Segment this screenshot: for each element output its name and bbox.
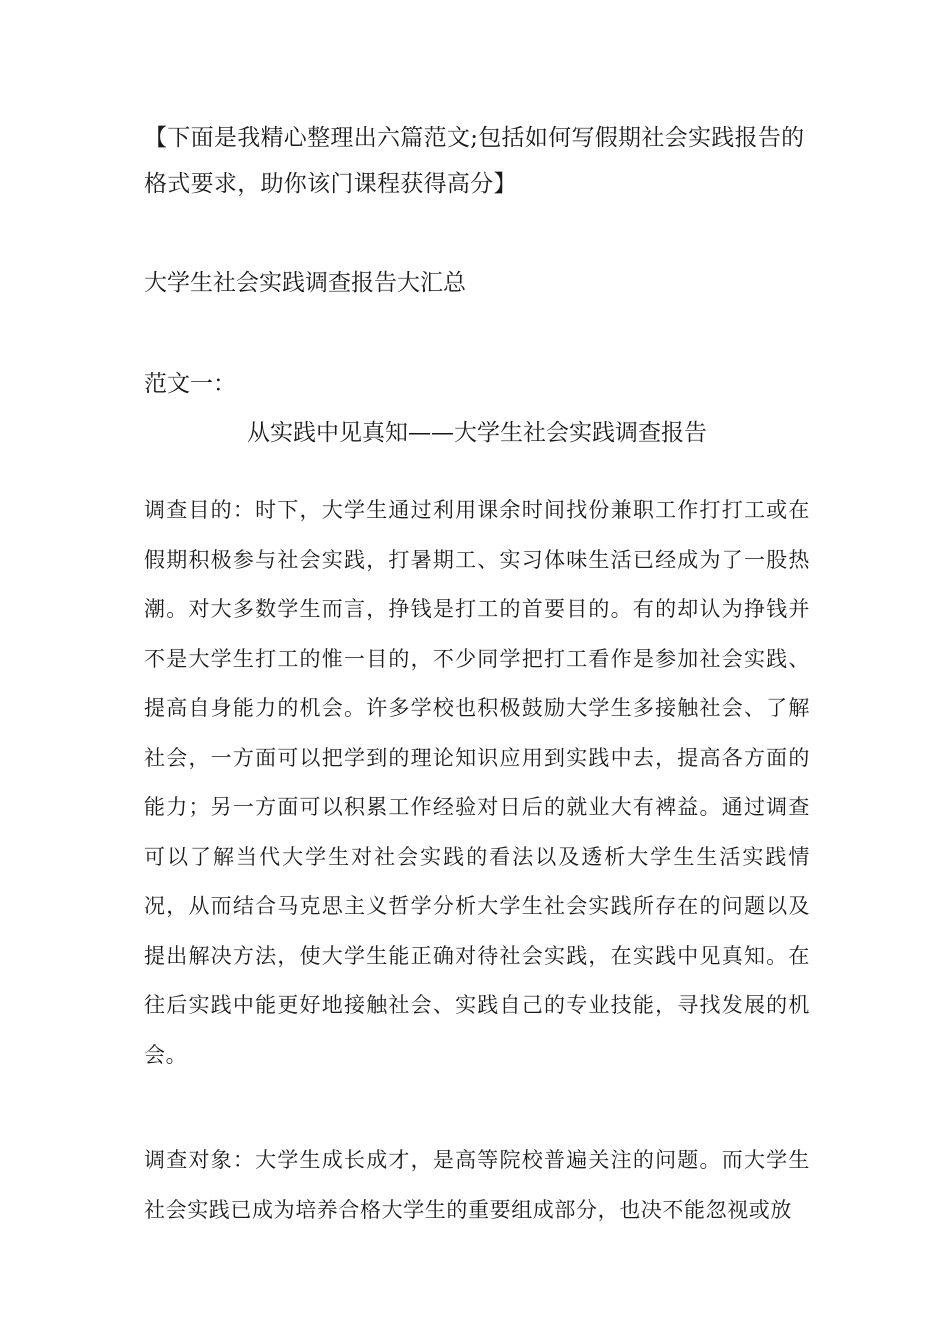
sample-title: 从实践中见真知——大学生社会实践调查报告: [247, 420, 707, 446]
sample-label: 范文一：: [144, 371, 236, 397]
intro-text: 【下面是我精心整理出六篇范文;包括如何写假期社会实践报告的格式要求，助你该门课程获得高分】: [144, 125, 805, 197]
paragraph-subject: 调查对象：大学生成长成才，是高等院校普遍关注的问题。而大学生社会实践已成为培养合格大学生的重要组成部分，也决不能忽视或放: [144, 1148, 810, 1222]
main-title: 大学生社会实践调查报告大汇总: [144, 270, 466, 296]
paragraph-purpose: 调查目的：时下，大学生通过利用课余时间找份兼职工作打打工或在假期积极参与社会实践，打暑期工、实习体味生活已经成为了一股热潮。对大多数学生而言，挣钱是打工的首要目的。有的却认为挣钱并不是大学生打工的惟一目的，不少同学把打工看作是参加社会实践、提高自身能力的机会。许多学校也积极鼓励大学生多接触社会、了解社会，一方面可以把学到的理论知识应用到实践中去，提高各方面的能力；另一方面可以积累工作经验对日后的就业大有裨益。通过调查可以了解当代大学生对社会实践的看法以及透析大学生生活实践情况，从而结合马克思主义哲学分析大学生社会实践所存在的问题以及提出解决方法，使大学生能正确对待社会实践，在实践中见真知。在往后实践中能更好地接触社会、实践自己的专业技能，寻找发展的机会。: [144, 498, 810, 1067]
